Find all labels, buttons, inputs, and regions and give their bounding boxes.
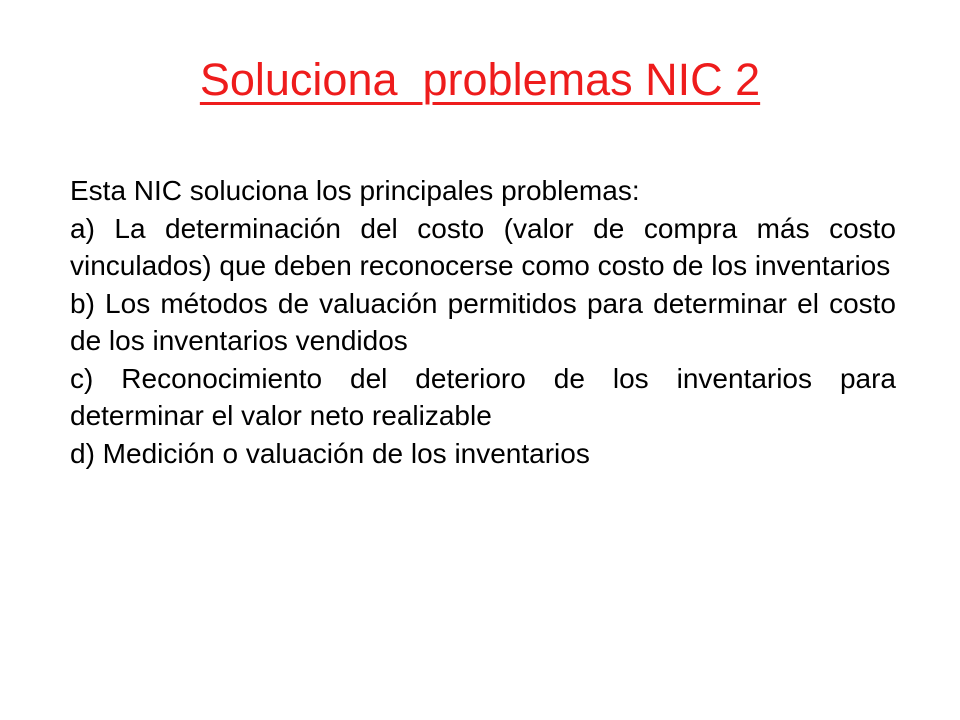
slide-title: Soluciona problemas NIC 2 [199, 54, 761, 105]
slide-body [70, 172, 896, 472]
list-item-a: a) La determinación del costo (valor de compra más costo vinculados) que deben reconocerse como costo de los inventarios [70, 212, 896, 281]
intro-text: Esta NIC soluciona los principales problemas: [70, 175, 640, 206]
list-item-b: b) Los métodos de valuación permitidos para determinar el costo de los inventarios vendidos [70, 287, 896, 356]
list-item-d: d) Medición o valuación de los inventarios [70, 437, 590, 469]
list-item-c: c) Reconocimiento del deterioro de los inventarios para determinar el valor neto realizable [70, 362, 896, 431]
